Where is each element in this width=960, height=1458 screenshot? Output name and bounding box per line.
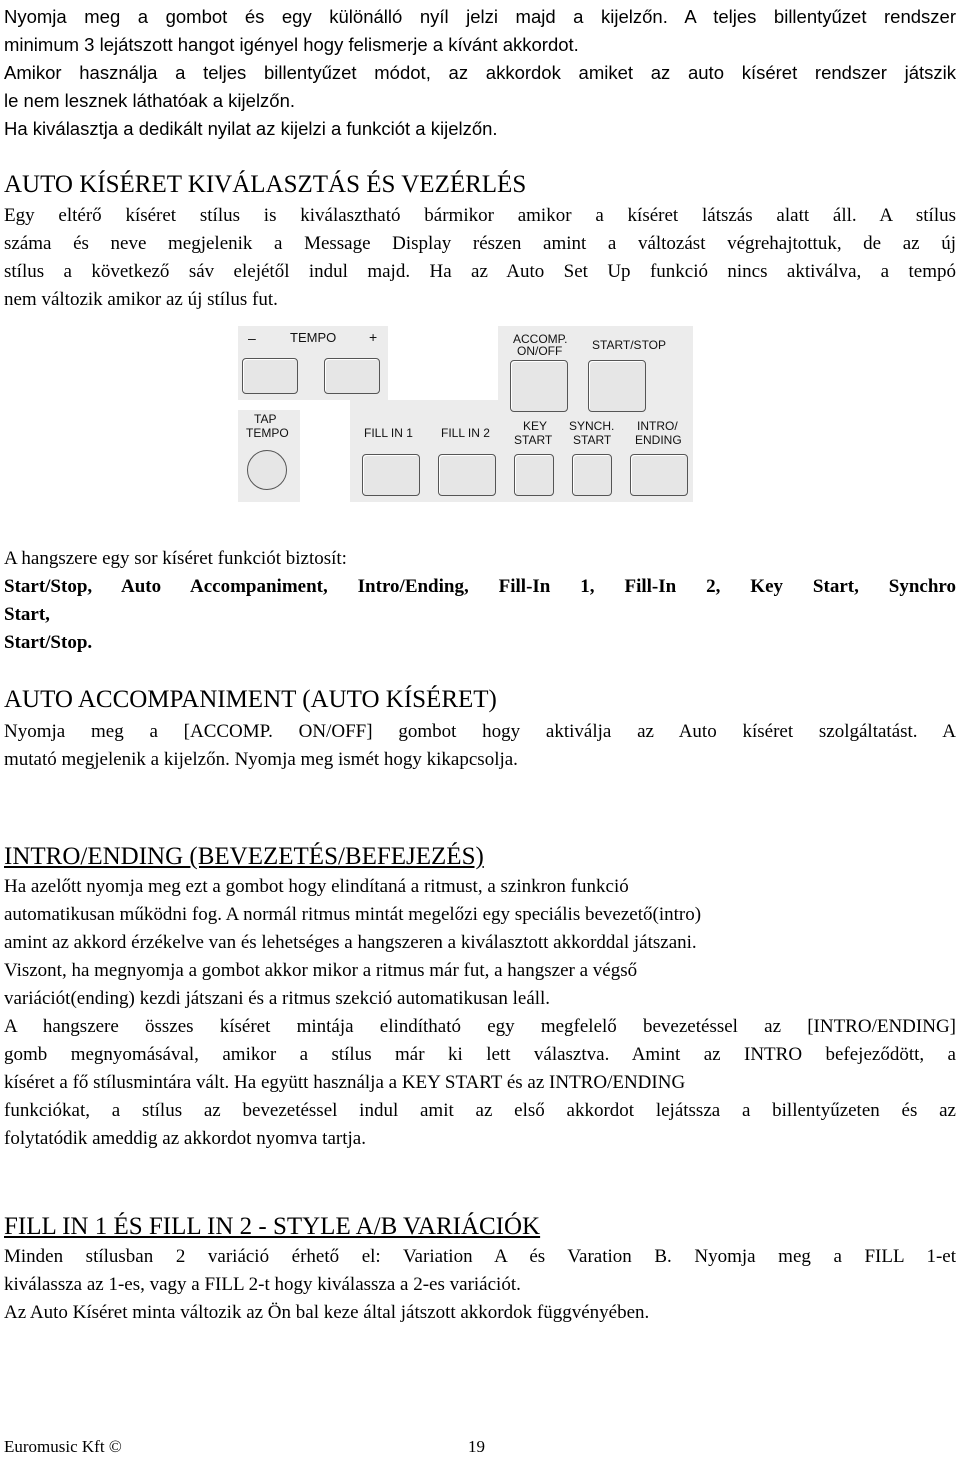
intro-ending-button[interactable] (630, 454, 688, 496)
intro-ending-label-2: ENDING (635, 433, 682, 447)
intro-line-5: Ha kiválasztja a dedikált nyilat az kijelzi a funkciót a kijelzőn. (4, 118, 498, 139)
intro-ending-line-6: A hangszere összes kíséret mintája elindítható egy megfelelő bevezetéssel az [INTRO/ENDING] (4, 1016, 956, 1037)
tap-tempo-label-1: TAP (254, 412, 277, 426)
tempo-plus-label: + (369, 329, 378, 345)
fill-line-1: Minden stílusban 2 variáció érhető el: Variation A és Varation B. Nyomja meg a FILL 1-et (4, 1246, 956, 1267)
intro-line-3: Amikor használja a teljes billentyűzet módot, az akkordok amiket az auto kíséret rendszer játszik (4, 62, 956, 83)
key-start-label-2: START (514, 433, 553, 447)
heading-intro-ending: INTRO/ENDING (BEVEZETÉS/BEFEJEZÉS) (4, 843, 484, 870)
synch-start-label-2: START (573, 433, 612, 447)
accomp-line-1: Nyomja meg a [ACCOMP. ON/OFF] gombot hogy aktiválja az Auto kíséret szolgáltatást. A (4, 721, 956, 742)
auto-line-3: stílus a következő sáv elejétől indul majd. Ha az Auto Set Up funkció nincs aktiválva, a tempó (4, 261, 956, 282)
control-panel-illustration (238, 326, 693, 502)
heading-auto-kiseret: AUTO KÍSÉRET KIVÁLASZTÁS ÉS VEZÉRLÉS (4, 171, 527, 198)
start-stop-button[interactable] (588, 360, 646, 412)
panel-blank-area (388, 326, 498, 400)
fill-in-2-button[interactable] (438, 454, 496, 496)
intro-ending-line-3: amint az akkord érzékelve van és lehetséges a hangszeren a kiválasztott akkorddal játszani. (4, 932, 697, 953)
synch-start-button[interactable] (572, 454, 612, 496)
intro-ending-line-8: kíséret a fő stílusmintára vált. Ha együtt használja a KEY START és az INTRO/ENDING (4, 1072, 686, 1093)
functions-list-line-2: Start, (4, 604, 50, 625)
fill-line-3: Az Auto Kíséret minta változik az Ön bal keze által játszott akkordok függvényében. (4, 1302, 650, 1323)
intro-ending-label-1: INTRO/ (637, 419, 678, 433)
tempo-minus-label: – (248, 330, 256, 346)
tempo-label: TEMPO (290, 330, 337, 345)
key-start-label-1: KEY (523, 419, 548, 433)
key-start-button[interactable] (514, 454, 554, 496)
intro-line-4: le nem lesznek láthatóak a kijelzőn. (4, 90, 296, 111)
auto-line-2: száma és neve megjelenik a Message Display részen amint a változást végrehajtottuk, de az új (4, 233, 956, 254)
fill-in-2-label: FILL IN 2 (441, 426, 490, 440)
intro-line-1: Nyomja meg a gombot és egy különálló nyíl jelzi majd a kijelzőn. A teljes billentyűzet rendszer (4, 6, 956, 27)
start-stop-label: START/STOP (592, 338, 667, 352)
functions-list-line-3: Start/Stop. (4, 632, 93, 653)
panel-blank-left (300, 410, 350, 502)
auto-line-1: Egy eltérő kíséret stílus is kiválasztható bármikor amikor a kíséret látszás alatt áll. A stílus (4, 205, 956, 226)
fill-in-1-label: FILL IN 1 (364, 426, 413, 440)
tap-tempo-label-2: TEMPO (246, 426, 289, 440)
accomp-on-off-button[interactable] (510, 360, 568, 412)
heading-auto-accompaniment: AUTO ACCOMPANIMENT (AUTO KÍSÉRET) (4, 686, 497, 713)
intro-ending-line-2: automatikusan működni fog. A normál ritmus mintát megelőzi egy speciális bevezető(intro) (4, 904, 702, 925)
heading-fill-in: FILL IN 1 ÉS FILL IN 2 - STYLE A/B VARIÁCIÓK (4, 1213, 541, 1240)
footer-company: Euromusic Kft © (4, 1437, 122, 1456)
accomp-line-2: mutató megjelenik a kijelzőn. Nyomja meg ismét hogy kikapcsolja. (4, 749, 518, 770)
functions-intro: A hangszere egy sor kíséret funkciót biztosít: (4, 548, 347, 569)
auto-line-4: nem változik amikor az új stílus fut. (4, 289, 278, 310)
intro-ending-line-7: gomb megnyomásával, amikor a stílus már ki lett választva. Amint az INTRO befejeződött, a (4, 1044, 956, 1065)
intro-ending-line-4: Viszont, ha megnyomja a gombot akkor mikor a ritmus már fut, a hangszer a végső (4, 960, 638, 981)
tempo-minus-button[interactable] (242, 358, 298, 394)
fill-line-2: kiválassza az 1-es, vagy a FILL 2-t hogy kiválassza a 2-es variációt. (4, 1274, 521, 1295)
intro-ending-line-1: Ha azelőtt nyomja meg ezt a gombot hogy elindítaná a ritmust, a szinkron funkció (4, 876, 629, 897)
functions-list-line-1: Start/Stop, Auto Accompaniment, Intro/Ending, Fill-In 1, Fill-In 2, Key Start, Synchro (4, 576, 956, 597)
accomp-label-1: ACCOMP. (513, 332, 568, 346)
intro-ending-line-10: folytatódik ameddig az akkordot nyomva tartja. (4, 1128, 366, 1149)
intro-ending-line-9: funkciókat, a stílus az bevezetéssel indul amit az első akkordot lejátssza a billentyűzeten és az (4, 1100, 956, 1121)
footer-page-number: 19 (468, 1437, 485, 1456)
fill-in-1-button[interactable] (362, 454, 420, 496)
synch-start-label-1: SYNCH. (569, 419, 615, 433)
accomp-label-2: ON/OFF (517, 344, 563, 358)
tempo-plus-button[interactable] (324, 358, 380, 394)
intro-ending-line-5: variációt(ending) kezdi játszani és a ritmus szekció automatikusan leáll. (4, 988, 551, 1009)
intro-line-2: minimum 3 lejátszott hangot igényel hogy felismerje a kívánt akkordot. (4, 34, 579, 55)
panel-divider-white (238, 400, 350, 410)
tap-tempo-button[interactable] (247, 450, 287, 490)
